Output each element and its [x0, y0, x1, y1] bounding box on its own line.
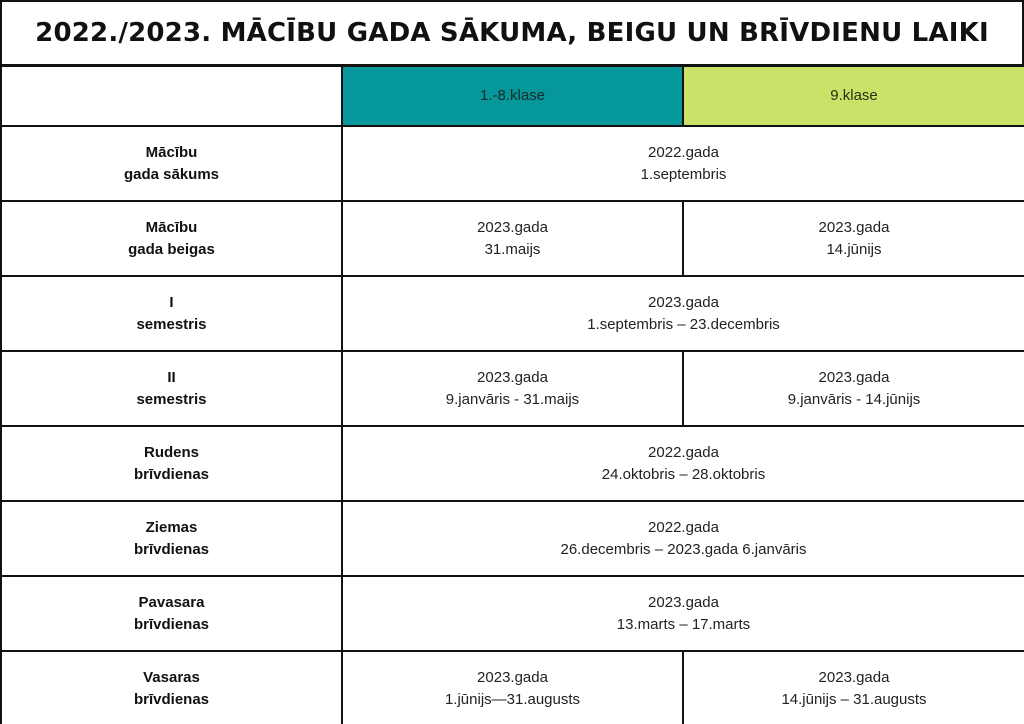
- schedule-table: [0, 65, 1024, 724]
- row-label-line-2: gada sākums: [123, 165, 220, 183]
- value-year: 2023.gada: [477, 368, 548, 386]
- header-class-1-8: 1.-8.klase: [342, 66, 683, 126]
- value-date: 14.jūnijs – 31.augusts: [781, 690, 927, 708]
- merged-value-cell: [342, 501, 1024, 576]
- table-row-summer-holidays: [1, 651, 1024, 724]
- value-date: 1.jūnijs—31.augusts: [444, 690, 581, 708]
- value-date: 14.jūnijs: [826, 240, 882, 258]
- table-row-year-start: [1, 126, 1024, 201]
- row-label-line-1: II: [167, 368, 176, 386]
- merged-value-cell: [342, 426, 1024, 501]
- value-year: 2023.gada: [818, 218, 890, 236]
- value-year: 2023.gada: [477, 668, 548, 686]
- row-label: [1, 351, 342, 426]
- class-9-value-cell: [683, 351, 1024, 426]
- row-label: [1, 426, 342, 501]
- row-label-line-1: Pavasara: [138, 593, 205, 611]
- row-label-line-1: Mācību: [145, 218, 198, 236]
- value-year: 2022.gada: [648, 443, 719, 461]
- value-year: 2023.gada: [648, 293, 719, 311]
- header-empty-cell: [1, 66, 342, 126]
- class-9-value-cell: [683, 651, 1024, 724]
- row-label-line-2: brīvdienas: [133, 465, 210, 483]
- value-year: 2023.gada: [648, 593, 719, 611]
- row-label-line-2: brīvdienas: [133, 690, 210, 708]
- value-year: 2023.gada: [818, 368, 890, 386]
- row-label: [1, 276, 342, 351]
- merged-value-cell: [342, 276, 1024, 351]
- value-year: 2022.gada: [648, 518, 719, 536]
- table-row-year-end: [1, 201, 1024, 276]
- row-label-line-2: brīvdienas: [133, 540, 210, 558]
- row-label-line-1: Rudens: [143, 443, 199, 461]
- row-label: [1, 576, 342, 651]
- row-label: [1, 201, 342, 276]
- class-1-8-value-cell: [342, 351, 683, 426]
- value-date: 1.septembris – 23.decembris: [587, 315, 780, 333]
- row-label-line-1: Mācību: [145, 143, 198, 161]
- value-date: 13.marts – 17.marts: [616, 615, 751, 633]
- value-year: 2023.gada: [818, 668, 890, 686]
- merged-value-cell: [342, 126, 1024, 201]
- value-date: 9.janvāris - 31.maijs: [445, 390, 580, 408]
- row-label-line-2: semestris: [136, 390, 207, 408]
- value-date: 31.maijs: [484, 240, 541, 258]
- value-year: 2023.gada: [477, 218, 548, 236]
- header-class-9: 9.klase: [683, 66, 1024, 126]
- table-header-row: [1, 66, 1024, 126]
- row-label-line-1: Ziemas: [145, 518, 198, 536]
- value-year: 2022.gada: [648, 143, 719, 161]
- class-9-value-cell: [683, 201, 1024, 276]
- table-row-winter-holidays: [1, 501, 1024, 576]
- table-row-semester-2: [1, 351, 1024, 426]
- row-label: [1, 651, 342, 724]
- class-1-8-value-cell: [342, 201, 683, 276]
- page-title: 2022./2023. MĀCĪBU GADA SĀKUMA, BEIGU UN BRĪVDIENU LAIKI: [0, 0, 1024, 66]
- class-1-8-value-cell: [342, 651, 683, 724]
- row-label-line-1: Vasaras: [143, 668, 200, 686]
- row-label-line-2: semestris: [136, 315, 207, 333]
- table-row-spring-holidays: [1, 576, 1024, 651]
- value-date: 1.septembris: [640, 165, 727, 183]
- row-label-line-2: brīvdienas: [133, 615, 210, 633]
- row-label-line-1: I: [169, 293, 174, 311]
- merged-value-cell: [342, 576, 1024, 651]
- table-row-semester-1: [1, 276, 1024, 351]
- table-row-autumn-holidays: [1, 426, 1024, 501]
- row-label: [1, 126, 342, 201]
- value-date: 24.oktobris – 28.oktobris: [601, 465, 766, 483]
- row-label: [1, 501, 342, 576]
- value-date: 26.decembris – 2023.gada 6.janvāris: [560, 540, 807, 558]
- value-date: 9.janvāris - 14.jūnijs: [787, 390, 921, 408]
- row-label-line-2: gada beigas: [128, 240, 215, 258]
